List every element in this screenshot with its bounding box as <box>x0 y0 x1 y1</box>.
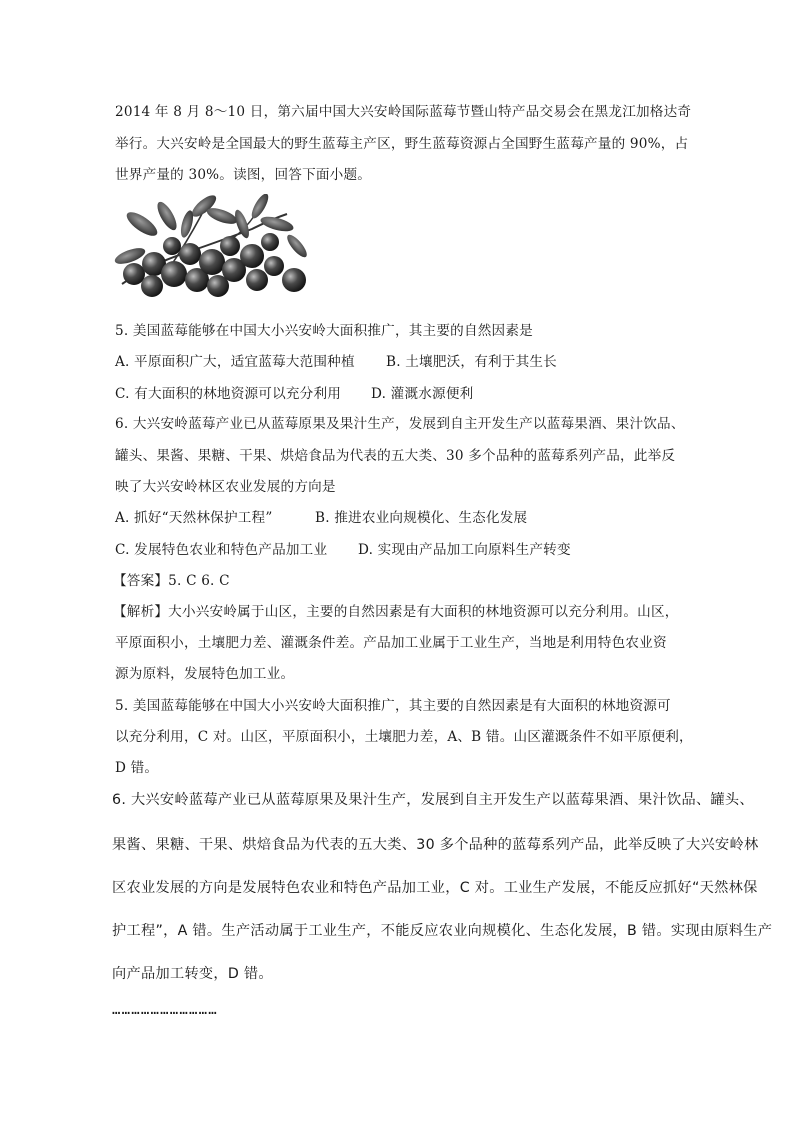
q5-option-c: C. 有大面积的林地资源可以充分利用 <box>115 386 342 402</box>
explain6-line-3: 区农业发展的方向是发展特色农业和特色产品加工业，C 对。工业生产发展，不能反应抓好“天然林保 <box>112 880 758 896</box>
explain5-line-1: 5. 美国蓝莓能够在中国大小兴安岭大面积推广，其主要的自然因素是有大面积的林地资源可 <box>115 698 671 714</box>
explain6-line-5: 向产品加工转变，D 错。 <box>112 966 273 982</box>
separator-dots: …………………………… <box>112 1002 218 1018</box>
q5-option-b: B. 土壤肥沃，有利于其生长 <box>386 354 557 370</box>
intro-line-1: 2014 年 8 月 8～10 日，第六届中国大兴安岭国际蓝莓节暨山特产品交易会在黑龙江加格达奇 <box>115 104 692 120</box>
q6-stem-line-3: 映了大兴安岭林区农业发展的方向是 <box>115 479 336 495</box>
analysis-line-3: 源为原料，发展特色加工业。 <box>115 666 295 682</box>
explain6-line-2: 果酱、果糖、干果、烘焙食品为代表的五大类、30 多个品种的蓝莓系列产品，此举反映了大兴安岭林 <box>112 837 759 853</box>
analysis-line-1: 【解析】大小兴安岭属于山区，主要的自然因素是有大面积的林地资源可以充分利用。山区， <box>113 604 679 620</box>
explain6-line-1: 6. 大兴安岭蓝莓产业已从蓝莓原果及果汁生产，发展到自主开发生产以蓝莓果酒、果汁饮品、罐头、 <box>112 792 754 808</box>
q5-option-a: A. 平原面积广大，适宜蓝莓大范围种植 <box>115 354 355 370</box>
intro-line-3: 世界产量的 30%。读图，回答下面小题。 <box>115 167 372 183</box>
blueberry-photo <box>112 194 312 306</box>
q5-stem: 5. 美国蓝莓能够在中国大小兴安岭大面积推广，其主要的自然因素是 <box>115 323 533 339</box>
q6-option-a: A. 抓好“天然林保护工程” <box>115 510 273 526</box>
explain5-line-2: 以充分利用，C 对。山区，平原面积小，土壤肥力差，A、B 错。山区灌溉条件不如平原便利， <box>115 729 693 745</box>
q6-stem-line-2: 罐头、果酱、果糖、干果、烘焙食品为代表的五大类、30 多个品种的蓝莓系列产品，此举反 <box>115 448 676 464</box>
explain5-line-3: D 错。 <box>115 760 159 776</box>
explain6-line-4: 护工程”，A 错。生产活动属于工业生产，不能反应农业向规模化、生态化发展，B 错。实现由原料生产 <box>112 923 773 939</box>
intro-line-2: 举行。大兴安岭是全国最大的野生蓝莓主产区，野生蓝莓资源占全国野生蓝莓产量的 90%，占 <box>115 136 689 152</box>
q6-option-b: B. 推进农业向规模化、生态化发展 <box>315 510 528 526</box>
q6-option-d: D. 实现由产品加工向原料生产转变 <box>358 542 571 558</box>
q5-option-d: D. 灌溉水源便利 <box>371 386 474 402</box>
q6-stem-line-1: 6. 大兴安岭蓝莓产业已从蓝莓原果及果汁生产，发展到自主开发生产以蓝莓果酒、果汁饮品、 <box>115 416 685 432</box>
q6-option-c: C. 发展特色农业和特色产品加工业 <box>115 542 328 558</box>
answer-line: 【答案】5. C 6. C <box>113 573 230 589</box>
analysis-line-2: 平原面积小，土壤肥力差、灌溉条件差。产品加工业属于工业生产，当地是利用特色农业资 <box>115 635 667 651</box>
